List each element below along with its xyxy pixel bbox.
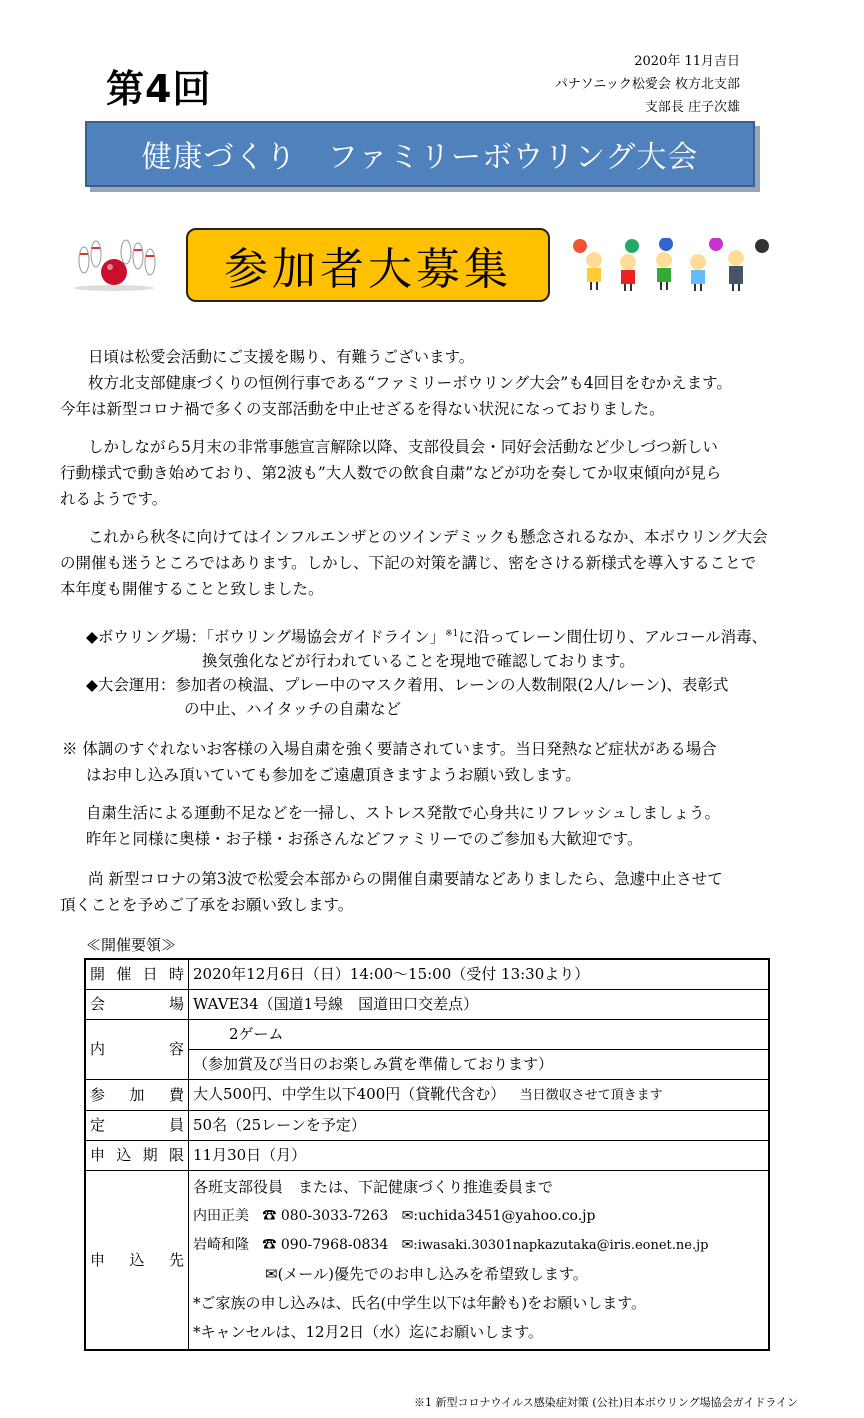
children-with-balloons-illustration	[566, 238, 770, 292]
intro-line: これから秋冬に向けてはインフルエンザとのツインデミックも懸念されるなか、本ボウリング大会	[88, 528, 768, 546]
details-heading: ≪開催要領≫	[86, 936, 177, 954]
venue-value: WAVE34（国道1号線 国道田口交差点）	[189, 990, 770, 1020]
fee-note: 当日徴収させて頂きます	[519, 1088, 663, 1103]
organization-name: パナソニック松愛会 枚方北支部	[554, 77, 740, 92]
intro-paragraph-2	[60, 434, 800, 512]
intro-line: の開催も迷うところではあります。しかし、下記の対策を講じ、密をさける新様式を導入することで	[60, 554, 757, 572]
intro-line: 日頃は松愛会活動にご支援を賜り、有難うございます。	[88, 348, 475, 366]
intro-line: しかしながら5月末の非常事態宣言解除以降、支部役員会・同好会活動など少しづつ新しい	[88, 438, 718, 456]
intro-line: 本年度も開催することと致しました。	[60, 580, 324, 598]
closing-line: 頂くことを予めご了承をお願い致します。	[60, 896, 354, 914]
intro-paragraph-3	[60, 524, 800, 602]
date-label: 開催日時	[85, 959, 189, 990]
measure-operation: ◆大会運用：参加者の検温、プレー中のマスク着用、レーンの人数制限(2人/レーン)、表彰式	[86, 676, 729, 695]
apply-cancel-note: *キャンセルは、12月2日（水）迄にお願いします。	[193, 1323, 543, 1341]
notice-line: はお申し込み頂いていても参加をご遠慮頂きますようお願い致します。	[86, 766, 581, 784]
issue-date: 2020年 11月吉日	[634, 54, 740, 69]
table-row	[85, 1020, 769, 1080]
fee-label: 参加費	[85, 1080, 189, 1111]
event-details-table	[84, 958, 770, 1351]
content-prizes: （参加賞及び当日のお楽しみ賞を準備しております）	[193, 1055, 554, 1073]
contact-phone: 080-3033-7263	[280, 1208, 389, 1224]
contact-name: 岩崎和隆	[193, 1237, 249, 1253]
table-row	[85, 990, 769, 1020]
contact-iwasaki	[193, 1231, 764, 1260]
fee-amount: 大人500円、中学生以下400円（貸靴代含む）	[193, 1085, 506, 1103]
contact-phone: 090-7968-0834	[280, 1237, 389, 1253]
measure-bowling-line2: 換気強化などが行われていることを現地で確認しております。	[202, 652, 635, 671]
mail-icon: ✉	[401, 1237, 414, 1253]
measure-bowling-text-cont: に沿ってレーン間仕切り、アルコール消毒、	[458, 628, 768, 647]
capacity-label: 定員	[85, 1111, 189, 1141]
table-row	[85, 959, 769, 990]
footnote-marker: ※1	[445, 629, 459, 639]
intro-paragraph-1	[60, 344, 800, 422]
bowling-pins-illustration	[66, 236, 162, 292]
table-row	[85, 1111, 769, 1141]
apply-family-note: *ご家族の申し込みは、氏名(中学生以下は年齢も)をお願いします。	[193, 1294, 647, 1312]
contact-email[interactable]: :iwasaki.30301napkazutaka@iris.eonet.ne.jp	[413, 1238, 709, 1253]
event-title-banner: 健康づくり ファミリーボウリング大会	[85, 121, 755, 187]
closing-line: 昨年と同様に奥様・お子様・お孫さんなどファミリーでのご参加も大歓迎です。	[86, 830, 643, 848]
branch-chief: 支部長 庄子次雄	[644, 100, 740, 115]
closing-line: 尚 新型コロナの第3波で松愛会本部からの開催自粛要請などありましたら、急遽中止させて	[88, 870, 723, 888]
apply-mail-text: (メール)優先でのお申し込みを希望致します。	[277, 1265, 588, 1283]
measure-bowling-text: ◆ボウリング場：「ボウリング場協会ガイドライン」	[86, 628, 446, 647]
closing-line: 自粛生活による運動不足などを一掃し、ストレス発散で心身共にリフレッシュしましょう。	[86, 804, 720, 822]
table-row	[85, 1080, 769, 1111]
edition-number: 第4回	[106, 67, 212, 111]
closing-paragraph-1	[86, 800, 826, 852]
footnote: ※1 新型コロナウイルス感染症対策 (公社)日本ボウリング場協会ガイドライン	[413, 1396, 798, 1409]
date-value: 2020年12月6日（日）14:00～15:00（受付 13:30より）	[189, 959, 770, 990]
intro-line: 枚方北支部健康づくりの恒例行事である“ファミリーボウリング大会”も4回目をむかえます。	[88, 374, 732, 392]
intro-line: れるようです。	[60, 490, 168, 508]
phone-icon: ☎	[262, 1237, 277, 1253]
content-games: 2ゲーム	[189, 1020, 768, 1050]
header-meta	[500, 50, 740, 119]
apply-value	[189, 1171, 770, 1351]
measures-list	[86, 622, 806, 721]
intro-line: 行動様式で動き始めており、第2波も”大人数での飲食自粛”などが功を奏してか収束傾向が見ら	[60, 464, 722, 482]
venue-label: 会場	[85, 990, 189, 1020]
mail-icon: ✉	[265, 1265, 278, 1283]
apply-intro: 各班支部役員 または、下記健康づくり推進委員まで	[193, 1178, 554, 1196]
health-notice	[62, 736, 802, 788]
table-row	[85, 1141, 769, 1171]
contact-uchida	[193, 1202, 764, 1231]
measure-bowling	[86, 622, 806, 649]
apply-label: 申込先	[85, 1171, 189, 1351]
measure-operation-line2: の中止、ハイタッチの自粛など	[184, 700, 402, 719]
table-row	[85, 1171, 769, 1351]
content-label: 内容	[85, 1020, 189, 1080]
contact-name: 内田正美	[193, 1208, 249, 1224]
intro-line: 今年は新型コロナ禍で多くの支部活動を中止せざるを得ない状況になっておりました。	[60, 400, 665, 418]
apply-mail-note	[193, 1260, 764, 1289]
content-value	[189, 1020, 770, 1080]
closing-paragraph-2	[60, 866, 800, 918]
fee-value	[189, 1080, 770, 1111]
notice-line: ※ 体調のすぐれないお客様の入場自粛を強く要請されています。当日発熱など症状がある場合	[62, 740, 717, 758]
deadline-value: 11月30日（月）	[189, 1141, 770, 1171]
contact-email[interactable]: :uchida3451@yahoo.co.jp	[413, 1208, 596, 1224]
mail-icon: ✉	[401, 1208, 414, 1224]
capacity-value: 50名（25レーンを予定）	[189, 1111, 770, 1141]
deadline-label: 申込期限	[85, 1141, 189, 1171]
phone-icon: ☎	[262, 1208, 277, 1224]
recruitment-badge: 参加者大募集	[186, 228, 550, 302]
